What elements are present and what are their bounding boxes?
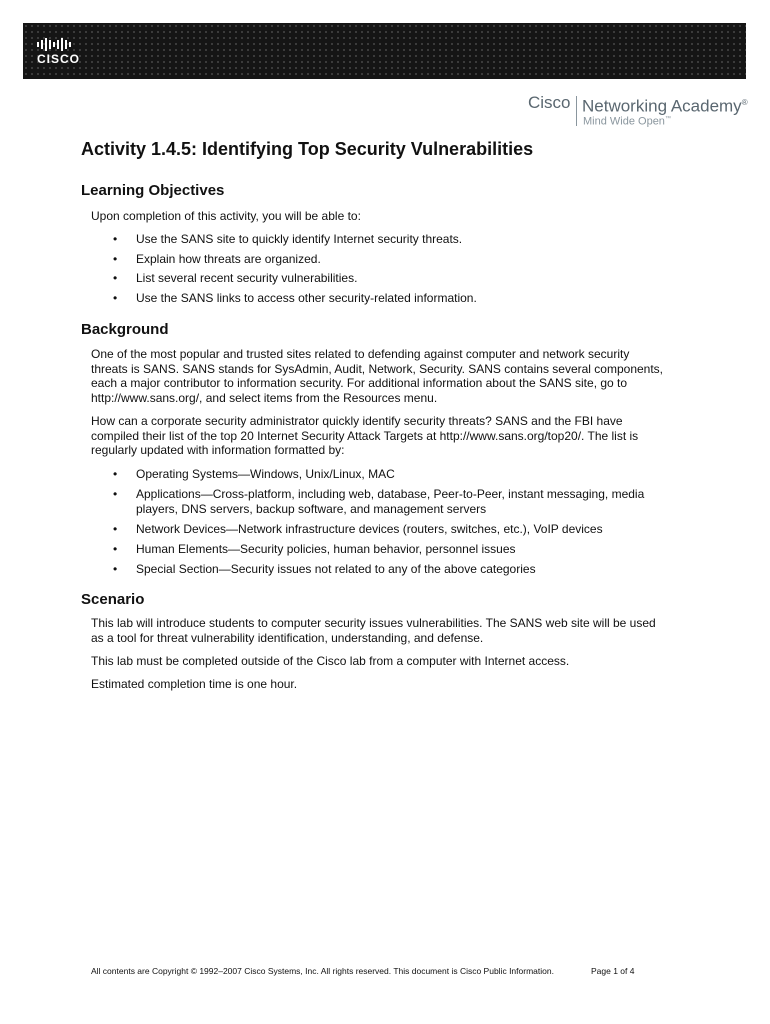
networking-academy-logo [528, 93, 750, 133]
list-item: • Explain how threats are organized. [113, 252, 673, 267]
footer-copyright: All contents are Copyright © 1992–2007 Cisco Systems, Inc. All rights reserved. This document is Cisco Public Information. [91, 966, 554, 976]
background-paragraph-1: One of the most popular and trusted sites related to defending against computer and network security threats is SANS. SANS stands for SysAdmin, Audit, Network, Security. SANS contains several components, each a major contributor to information security. For additional information about the SANS site, go to http://www.sans.org/, and select items from the Resources menu. [91, 347, 664, 405]
scenario-paragraph-1: This lab will introduce students to computer security issues vulnerabilities. The SANS web site will be used as a tool for threat vulnerability identification, understanding, and defense. [91, 616, 656, 645]
cisco-logo [37, 37, 93, 67]
heading-learning-objectives: Learning Objectives [81, 182, 225, 199]
academy-tagline-wrap: Mind Wide Open™ [583, 115, 671, 128]
cisco-bars-icon [37, 37, 93, 51]
academy-name-wrap: Networking Academy® [582, 96, 748, 116]
scenario-paragraph-2: This lab must be completed outside of the Cisco lab from a computer with Internet access. [91, 654, 570, 668]
academy-divider [576, 96, 577, 126]
list-item: • Operating Systems—Windows, Unix/Linux, MAC [113, 467, 673, 482]
list-item: • List several recent security vulnerabilities. [113, 271, 673, 286]
heading-background: Background [81, 321, 169, 338]
scenario-paragraph-3: Estimated completion time is one hour. [91, 677, 298, 691]
list-item: • Human Elements—Security policies, human behavior, personnel issues [113, 542, 673, 557]
header-banner [23, 23, 746, 79]
page-title: Activity 1.4.5: Identifying Top Security Vulnerabilities [81, 139, 534, 159]
objectives-list [113, 232, 673, 305]
background-paragraph-2: How can a corporate security administrator quickly identify security threats? SANS and the FBI have compiled their list of the top 20 Internet Security Attack Targets at http://www.sans.org/top20/. The list is regularly updated with information formatted by: [91, 414, 639, 457]
cisco-wordmark: CISCO [37, 52, 81, 66]
objectives-intro: Upon completion of this activity, you will be able to: [91, 209, 361, 223]
heading-scenario: Scenario [81, 591, 145, 608]
background-list [113, 467, 673, 576]
page-number: Page 1 of 4 [591, 966, 635, 976]
academy-name-text: Networking Academy [582, 96, 742, 116]
list-item: • Use the SANS links to access other security-related information. [113, 291, 673, 306]
list-item: • Network Devices—Network infrastructure devices (routers, switches, etc.), VoIP devices [113, 522, 673, 537]
academy-tagline-text: Mind Wide Open [583, 115, 665, 128]
list-item: • Applications—Cross-platform, including web, database, Peer-to-Peer, instant messaging, media players, DNS servers, backup software, and management servers [113, 487, 673, 516]
academy-cisco-text: Cisco [528, 93, 571, 112]
list-item: • Use the SANS site to quickly identify Internet security threats. [113, 232, 673, 247]
list-item: • Special Section—Security issues not related to any of the above categories [113, 562, 673, 577]
